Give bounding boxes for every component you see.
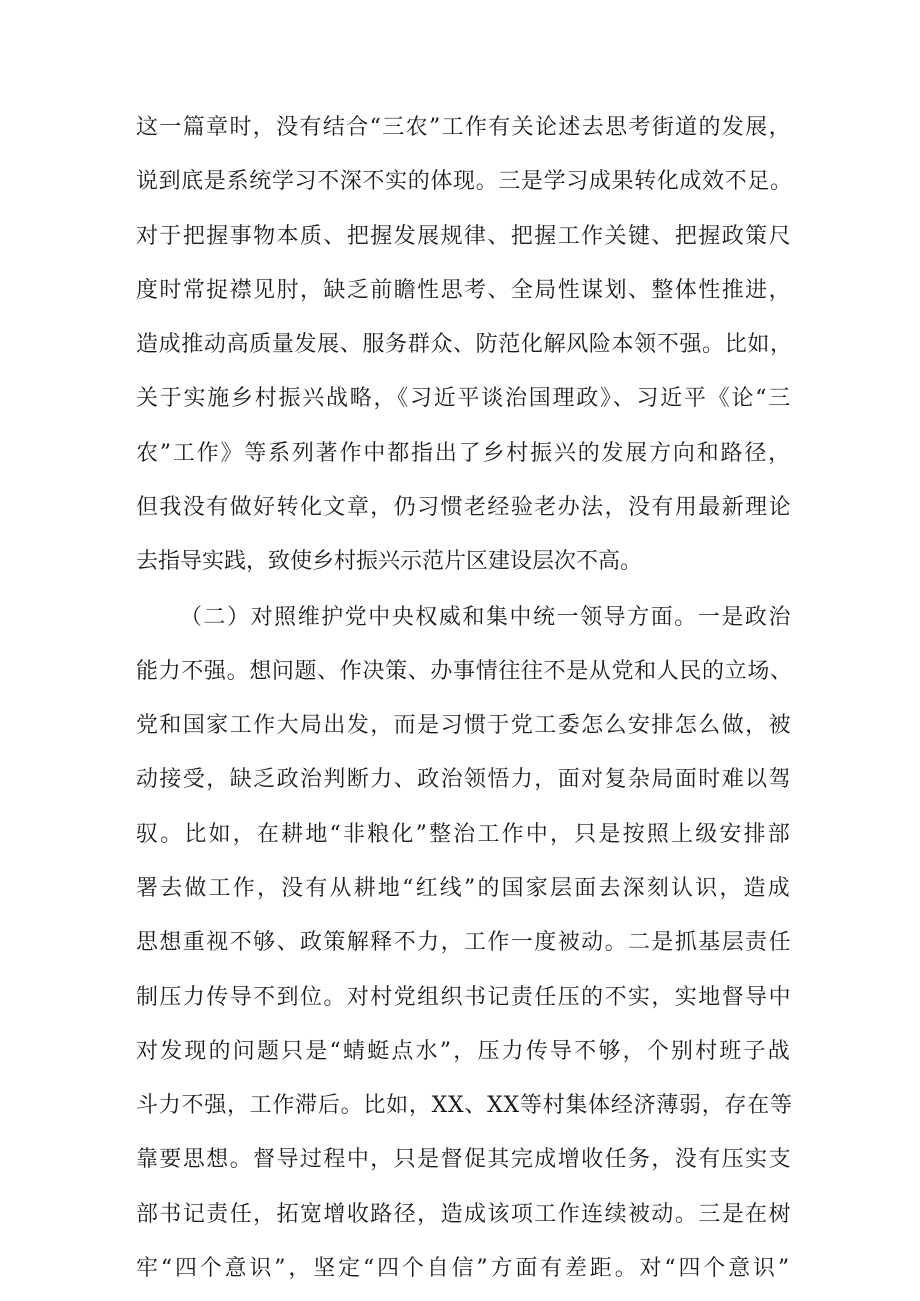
text-line <box>0 106 920 150</box>
line-text: 去指导实践，致使乡村振兴示范片区建设层次不高。 <box>136 549 643 574</box>
text-line <box>0 323 920 367</box>
text-line <box>0 650 920 694</box>
text-line <box>0 486 920 530</box>
line-text: 这一篇章时，没有结合“三农”工作有关论述去思考街道的发展， <box>136 115 792 140</box>
line-text: 部书记责任，拓宽增收路径，造成该项工作连续被动。三是在树 <box>136 1202 792 1227</box>
text-line <box>0 1084 920 1128</box>
line-text: 制压力传导不到位。对村党组织书记责任压的不实，实地督导中 <box>136 985 792 1010</box>
line-text: 思想重视不够、政策解释不力，工作一度被动。二是抓基层责任 <box>136 930 792 955</box>
line-text: 造成推动高质量发展、服务群众、防范化解风险本领不强。比如， <box>136 332 793 357</box>
line-text: 驭。比如，在耕地“非粮化”整治工作中，只是按照上级安排部 <box>136 822 792 847</box>
line-text: 能力不强。想问题、作决策、办事情往往不是从党和人民的立场、 <box>136 659 793 684</box>
line-text: 动接受，缺乏政治判断力、政治领悟力，面对复杂局面时难以驾 <box>136 767 792 792</box>
text-line <box>0 1138 920 1182</box>
line-text: 斗力不强，工作滞后。比如，XX、XX等村集体经济薄弱，存在等 <box>136 1093 793 1118</box>
text-line <box>0 540 920 584</box>
text-line <box>0 921 920 965</box>
text-line <box>0 377 920 421</box>
text-line <box>0 269 920 313</box>
text-line <box>0 1030 920 1074</box>
line-text: 靠要思想。督导过程中，只是督促其完成增收任务，没有压实支 <box>136 1147 792 1172</box>
line-text: 署去做工作，没有从耕地“红线”的国家层面去深刻认识，造成 <box>136 876 792 901</box>
text-line <box>0 704 920 748</box>
line-text: 对发现的问题只是“蜻蜓点水”，压力传导不够，个别村班子战 <box>136 1039 792 1064</box>
text-line <box>0 1193 920 1237</box>
text-line <box>0 160 920 204</box>
text-line <box>0 758 920 802</box>
text-line <box>0 432 920 476</box>
line-text: 对于把握事物本质、把握发展规律、把握工作关键、把握政策尺 <box>136 224 792 249</box>
paragraph-heading-line <box>0 596 920 640</box>
text-line <box>0 1247 920 1291</box>
text-line <box>0 867 920 911</box>
line-text: （二）对照维护党中央权威和集中统一领导方面。一是政治 <box>180 605 792 630</box>
text-line <box>0 813 920 857</box>
line-text: 牢“四个意识”，坚定“四个自信”方面有差距。对“四个意识” <box>136 1256 792 1281</box>
line-text: 度时常捉襟见肘，缺乏前瞻性思考、全局性谋划、整体性推进， <box>136 278 792 303</box>
line-text: 说到底是系统学习不深不实的体现。三是学习成果转化成效不足。 <box>136 169 793 194</box>
line-text: 但我没有做好转化文章，仍习惯老经验老办法，没有用最新理论 <box>136 495 792 520</box>
line-text: 党和国家工作大局出发，而是习惯于党工委怎么安排怎么做，被 <box>136 713 792 738</box>
text-line <box>0 976 920 1020</box>
text-line <box>0 215 920 259</box>
line-text: 关于实施乡村振兴战略，《习近平谈治国理政》、习近平《论“三 <box>136 386 792 411</box>
line-text: 农”工作》等系列著作中都指出了乡村振兴的发展方向和路径， <box>136 441 792 466</box>
